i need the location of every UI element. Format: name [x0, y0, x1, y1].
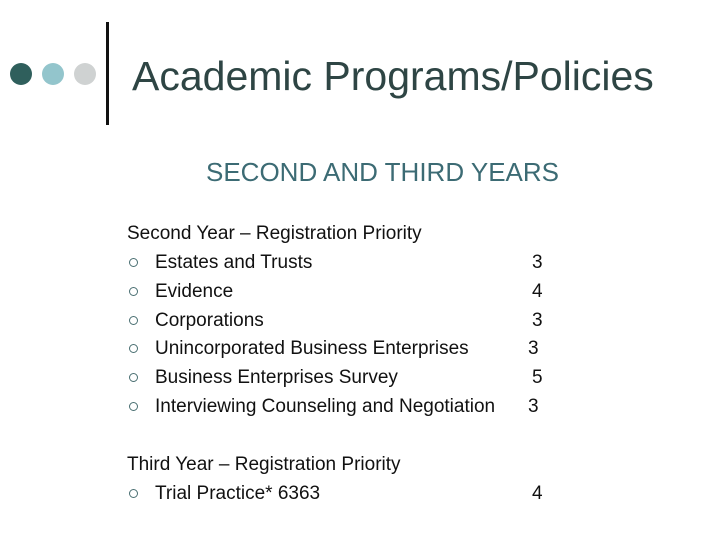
course-row	[127, 280, 557, 304]
course-row	[127, 337, 557, 361]
course-credits: 3	[528, 338, 539, 359]
bullet-icon	[129, 287, 138, 296]
course-name: Unincorporated Business Enterprises	[155, 338, 469, 359]
course-name: Business Enterprises Survey	[155, 367, 398, 388]
course-row	[127, 251, 557, 275]
course-credits: 5	[532, 367, 543, 388]
third-year-heading: Third Year – Registration Priority	[127, 454, 401, 475]
course-name: Trial Practice* 6363	[155, 483, 321, 504]
decor-dot-light	[74, 63, 96, 85]
course-credits: 3	[532, 252, 543, 273]
course-row	[127, 482, 557, 506]
slide-title: Academic Programs/Policies	[132, 53, 654, 99]
course-row	[127, 395, 557, 419]
bullet-icon	[129, 489, 138, 498]
course-row	[127, 309, 557, 333]
course-row	[127, 366, 557, 390]
decor-dot-dark	[10, 63, 32, 85]
course-name: Estates and Trusts	[155, 252, 313, 273]
bullet-icon	[129, 316, 138, 325]
decor-dot-mid	[42, 63, 64, 85]
bullet-icon	[129, 402, 138, 411]
bullet-icon	[129, 344, 138, 353]
course-credits: 4	[532, 281, 543, 302]
course-name: Interviewing Counseling and Negotiation	[155, 396, 496, 417]
course-credits: 3	[528, 396, 539, 417]
slide-subtitle: SECOND AND THIRD YEARS	[206, 157, 560, 187]
second-year-heading: Second Year – Registration Priority	[127, 223, 422, 244]
bullet-icon	[129, 258, 138, 267]
title-divider	[106, 22, 109, 125]
course-credits: 3	[532, 310, 543, 331]
course-name: Evidence	[155, 281, 234, 302]
bullet-icon	[129, 373, 138, 382]
course-name: Corporations	[155, 310, 264, 331]
course-credits: 4	[532, 483, 543, 504]
